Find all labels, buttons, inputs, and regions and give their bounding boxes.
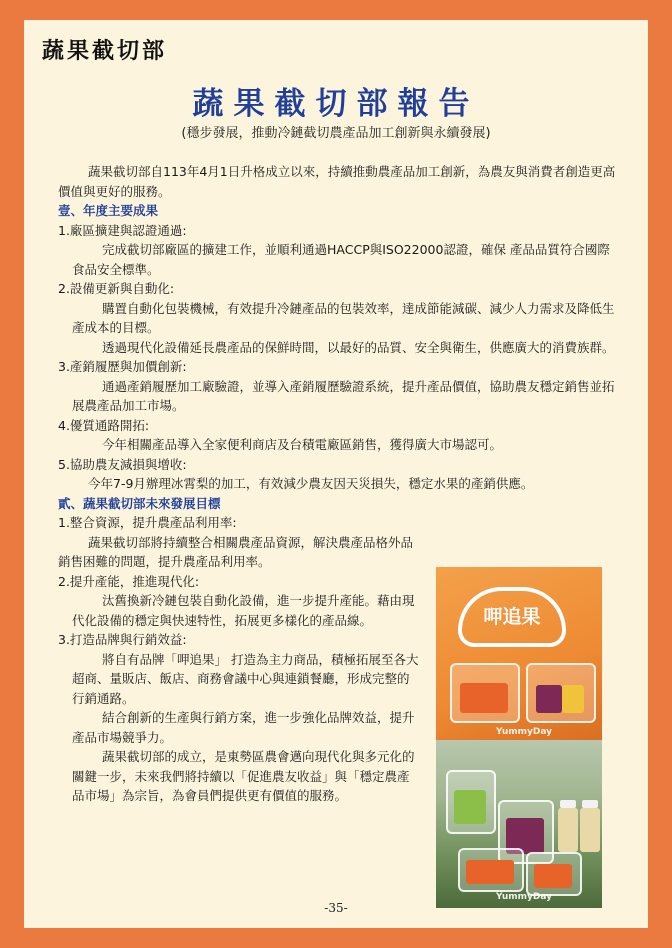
orange-fruit-pieces: [534, 864, 572, 888]
goal-paragraph: 蔬果截切部的成立，是東勢區農會邁向現代化與多元化的關鍵一步，未來我們將持續以「促進農友收益」與「穩定農產品市場」為宗旨，為會員們提供更有價值的服務。: [72, 749, 415, 803]
fruit-box-front-right: [526, 852, 582, 896]
achievement-paragraph: 今年7-9月辦理冰霄梨的加工，有效減少農友因天災損失，穩定水果的產銷供應。: [88, 476, 534, 491]
jar-cap: [560, 800, 576, 808]
juice-jar: [558, 808, 578, 852]
fruit-box-right: [526, 663, 596, 723]
pineapple-pieces: [562, 685, 584, 713]
jar-cap: [582, 800, 598, 808]
orange-fruit-pieces: [460, 683, 508, 713]
goal-paragraph: 將自有品牌「呷追果」 打造為主力商品，積極拓展至各大超商、量販店、飯店、商務會議中心與連鎖餐廳，形成完整的行銷通路。: [72, 651, 419, 706]
achievement-title: 3.產銷履歷與加價創新:: [58, 359, 187, 374]
orange-fruit-pieces: [466, 860, 514, 884]
achievement-title: 4.優質通路開拓:: [58, 417, 150, 433]
intro-paragraph: 蔬果截切部自113年4月1日升格成立以來，持續推動農產品加工創新，為農友與消費者創造更高價值與更好的服務。: [58, 164, 616, 199]
goal-paragraph: 結合創新的生產與行銷方案，進一步強化品牌效益，提升產品市場競爭力。: [72, 710, 415, 745]
photo-watermark: YummyDay: [496, 727, 553, 737]
department-header: 蔬果截切部: [42, 38, 168, 64]
achievement-paragraph: 完成截切部廠區的擴建工作，並順利通過HACCP與ISO22000認證，確保 產品品質符合國際食品安全標準。: [72, 242, 610, 277]
fruit-box-front: [458, 848, 524, 892]
achievement-paragraph: 今年相關產品導入全家便利商店及台積電廠區銷售，獲得廣大市場認可。: [102, 437, 503, 452]
goal-paragraph: 蔬果截切部將持續整合相關農產品資源，解決農產品格外品銷售困難的問題，提升農產品利用率。: [58, 534, 414, 569]
report-page: [24, 20, 648, 928]
goal-paragraph: 汰舊換新冷鏈包裝自動化設備，進一步提升產能。藉由現代化設備的穩定與快速特性，拓展更多樣化的產品線。: [72, 593, 415, 628]
goal-title: 1.整合資源，提升農產品利用率:: [58, 515, 237, 530]
page-number: -35-: [324, 901, 348, 915]
achievement-paragraph: 購置自動化包裝機械，有效提升冷鏈產品的包裝效率，達成節能減碳、減少人力需求及降低生產成本的目標。: [72, 300, 615, 335]
product-lineup-photo: [436, 740, 602, 908]
section-heading-achievements: 壹、年度主要成果: [58, 203, 159, 218]
goal-title: 3.打造品牌與行銷效益:: [58, 632, 187, 647]
section-heading-future-goals: 貳、蔬果截切部未來發展目標: [58, 495, 221, 511]
brand-logo: 呷追果: [458, 587, 566, 647]
achievement-title: 1.廠區擴建與認證通過:: [58, 222, 187, 238]
juice-jar: [580, 808, 600, 852]
page-subtitle: (穩步發展，推動冷鏈截切農產品加工創新與永續發展): [181, 126, 491, 141]
future-goals-column: [58, 513, 420, 806]
fruit-box-left: [450, 663, 520, 723]
achievement-paragraph: 透過現代化設備延長農產品的保鮮時間，以最好的品質、安全與衛生，供應廣大的消費族群。: [102, 339, 615, 355]
goal-title: 2.提升產能，推進現代化:: [58, 573, 200, 589]
dragonfruit-pieces: [536, 685, 562, 713]
photo-watermark: YummyDay: [496, 892, 553, 902]
fruit-bag: [446, 770, 496, 834]
achievement-paragraph: 通過產銷履歷加工廠驗證，並導入產銷履歷驗證系統，提升產品價值，協助農友穩定銷售並拓展農產品加工市場。: [72, 378, 615, 413]
green-fruit-pieces: [454, 790, 486, 824]
achievement-title: 2.設備更新與自動化:: [58, 281, 175, 296]
brand-product-photo: [436, 567, 602, 742]
achievement-title: 5.協助農友減損與增收:: [58, 456, 187, 472]
page-title: 蔬果截切部報告: [192, 86, 480, 122]
